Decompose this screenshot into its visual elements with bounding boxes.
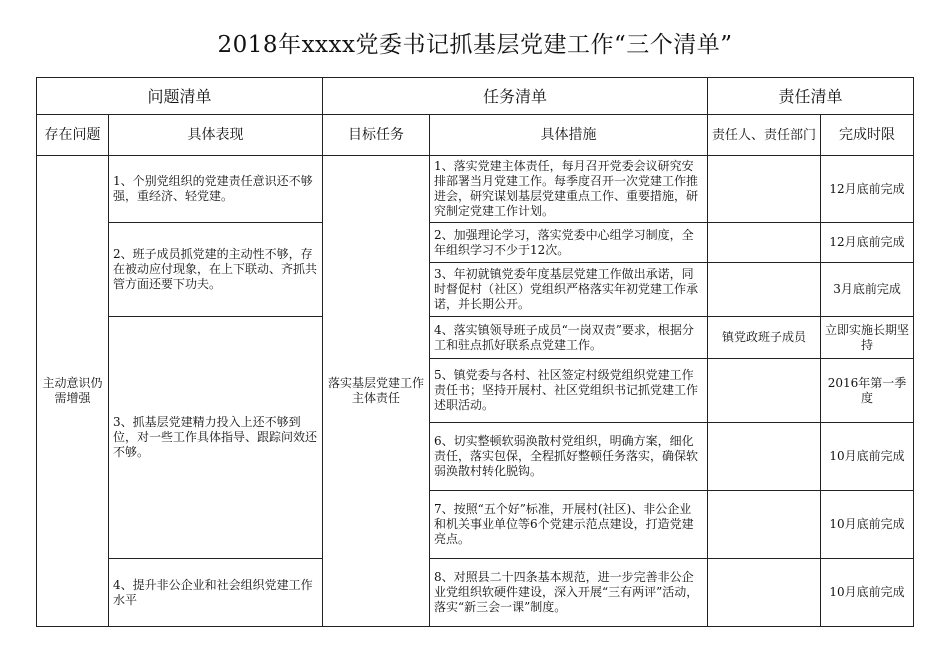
- measure-cell: 7、按照“五个好”标准，开展村(社区)、非公企业和机关事业单位等6个党建示范点建设，打造党建亮点。: [430, 491, 708, 559]
- manifestation-cell: 2、班子成员抓党建的主动性不够，存在被动应付现象，在上下联动、齐抓共管方面还要下功夫。: [109, 223, 323, 317]
- deadline-cell: 2016年第一季度: [821, 359, 914, 423]
- column-header-row: [37, 115, 914, 156]
- group-responsibility-list: 责任清单: [708, 78, 914, 115]
- manifestation-cell: 1、个别党组织的党建责任意识还不够强，重经济、轻党建。: [109, 156, 323, 223]
- responsible-cell: 镇党政班子成员: [708, 317, 821, 359]
- responsible-cell: [708, 359, 821, 423]
- three-lists-table: [36, 77, 914, 627]
- responsible-cell: [708, 423, 821, 491]
- responsible-cell: [708, 223, 821, 263]
- col-header-goal: 目标任务: [323, 115, 430, 156]
- table-row: [37, 317, 914, 359]
- deadline-cell: 立即实施长期坚持: [821, 317, 914, 359]
- measure-cell: 5、镇党委与各村、社区签定村级党组织党建工作责任书；坚持开展村、社区党组织书记抓党建工作述职活动。: [430, 359, 708, 423]
- responsible-cell: [708, 491, 821, 559]
- goal-cell: 落实基层党建工作主体责任: [323, 156, 430, 627]
- issue-cell: 主动意识仍需增强: [37, 156, 109, 627]
- measure-cell: 6、切实整顿软弱涣散村党组织，明确方案，细化责任，落实包保，全程抓好整顿任务落实，确保软弱涣散村转化脱钩。: [430, 423, 708, 491]
- measure-cell: 3、年初就镇党委年度基层党建工作做出承诺，同时督促村（社区）党组织严格落实年初党建工作承诺，并长期公开。: [430, 263, 708, 317]
- group-task-list: 任务清单: [323, 78, 708, 115]
- responsible-cell: [708, 559, 821, 627]
- col-header-responsible: 责任人、责任部门: [708, 115, 821, 156]
- table-row: [37, 223, 914, 263]
- measure-cell: 1、落实党建主体责任，每月召开党委会议研究安排部署当月党建工作。每季度召开一次党建工作推进会，研究谋划基层党建重点工作、重要措施，研究制定党建工作计划。: [430, 156, 708, 223]
- col-header-manifestation: 具体表现: [109, 115, 323, 156]
- measure-cell: 8、对照县二十四条基本规范，进一步完善非公企业党组织软硬件建设，深入开展“三有两评”活动，落实“新三会一课”制度。: [430, 559, 708, 627]
- page-title: 2018年xxxx党委书记抓基层党建工作“三个清单”: [217, 32, 733, 58]
- table-row: [37, 559, 914, 627]
- deadline-cell: 3月底前完成: [821, 263, 914, 317]
- table-row: [37, 156, 914, 223]
- deadline-cell: 10月底前完成: [821, 491, 914, 559]
- measure-cell: 4、落实镇领导班子成员“一岗双责”要求，根据分工和驻点抓好联系点党建工作。: [430, 317, 708, 359]
- deadline-cell: 10月底前完成: [821, 559, 914, 627]
- col-header-measures: 具体措施: [430, 115, 708, 156]
- col-header-deadline: 完成时限: [821, 115, 914, 156]
- responsible-cell: [708, 263, 821, 317]
- deadline-cell: 12月底前完成: [821, 156, 914, 223]
- responsible-cell: [708, 156, 821, 223]
- group-header-row: [37, 78, 914, 115]
- group-problem-list: 问题清单: [37, 78, 323, 115]
- deadline-cell: 12月底前完成: [821, 223, 914, 263]
- col-header-issue: 存在问题: [37, 115, 109, 156]
- measure-cell: 2、加强理论学习，落实党委中心组学习制度，全年组织学习不少于12次。: [430, 223, 708, 263]
- manifestation-cell: 3、抓基层党建精力投入上还不够到位，对一些工作具体指导、跟踪问效还不够。: [109, 317, 323, 559]
- manifestation-cell: 4、提升非公企业和社会组织党建工作水平: [109, 559, 323, 627]
- deadline-cell: 10月底前完成: [821, 423, 914, 491]
